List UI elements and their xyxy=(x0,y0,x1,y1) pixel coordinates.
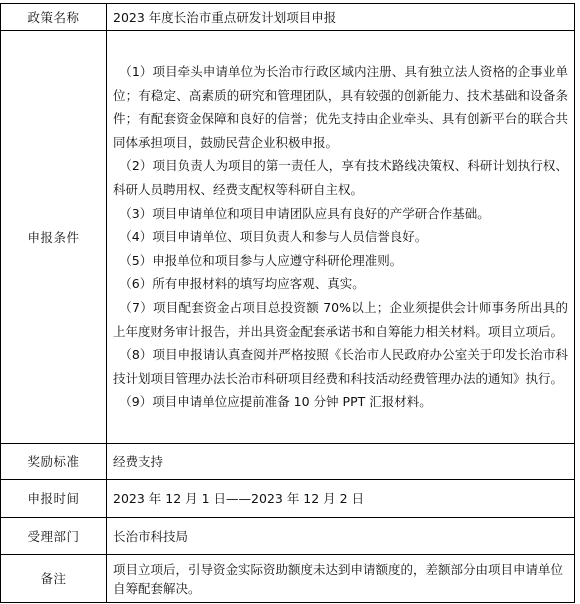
department-label: 受理部门 xyxy=(1,518,107,555)
table-row-conditions xyxy=(1,31,575,444)
table-row-note xyxy=(1,555,575,603)
reward-label: 奖励标准 xyxy=(1,444,107,480)
table-row-reward xyxy=(1,444,575,480)
condition-item-1: （1）项目牵头申请单位为长治市行政区域内注册、具有独立法人资格的企事业单位；有稳定、高素质的研究和管理团队，具有较强的创新能力、技术基础和设备条件；有配套资金保障和良好的信誉；优先支持由企业牵头、具有创新平台的联合共同体承担项目，鼓励民营企业积极申报。 xyxy=(113,64,568,150)
table-row-policy-name xyxy=(1,4,575,31)
policy-info-table xyxy=(0,3,575,603)
note-value: 项目立项后，引导资金实际资助额度未达到申请额度的，差额部分由项目申请单位自筹配套解决。 xyxy=(107,555,575,603)
table-row-department xyxy=(1,518,575,555)
time-value: 2023 年 12 月 1 日——2023 年 12 月 2 日 xyxy=(107,480,575,518)
policy-name-label: 政策名称 xyxy=(1,4,107,31)
condition-item-8: （8）项目申报请认真查阅并严格按照《长治市人民政府办公室关于印发长治市科技计划项目管理办法长治市科研项目经费和科技活动经费管理办法的通知》执行。 xyxy=(113,347,568,386)
reward-value: 经费支持 xyxy=(107,444,575,480)
conditions-label: 申报条件 xyxy=(1,31,107,444)
time-label: 申报时间 xyxy=(1,480,107,518)
policy-name-value: 2023 年度长治市重点研发计划项目申报 xyxy=(107,4,575,31)
department-value: 长治市科技局 xyxy=(107,518,575,555)
condition-item-7: （7）项目配套资金占项目总投资额 70%以上；企业须提供会计师事务所出具的上年度财务审计报告，并出具资金配套承诺书和自筹能力相关材料。项目立项后。 xyxy=(113,299,568,339)
condition-item-6: （6）所有申报材料的填写均应客观、真实。 xyxy=(119,276,365,292)
condition-item-3: （3）项目申请单位和项目申请团队应具有良好的产学研合作基础。 xyxy=(119,205,490,221)
note-label: 备注 xyxy=(1,555,107,603)
condition-item-2: （2）项目负责人为项目的第一责任人，享有技术路线决策权、科研计划执行权、科研人员聘用权、经费支配权等科研自主权。 xyxy=(113,158,568,198)
condition-item-4: （4）项目申请单位、项目负责人和参与人员信誉良好。 xyxy=(119,229,428,245)
conditions-value xyxy=(107,31,575,444)
condition-item-5: （5）申报单位和项目参与人应遵守科研伦理准则。 xyxy=(119,252,403,268)
table-row-time xyxy=(1,480,575,518)
condition-item-9: （9）项目申请单位应提前准备 10 分钟 PPT 汇报材料。 xyxy=(119,394,432,410)
